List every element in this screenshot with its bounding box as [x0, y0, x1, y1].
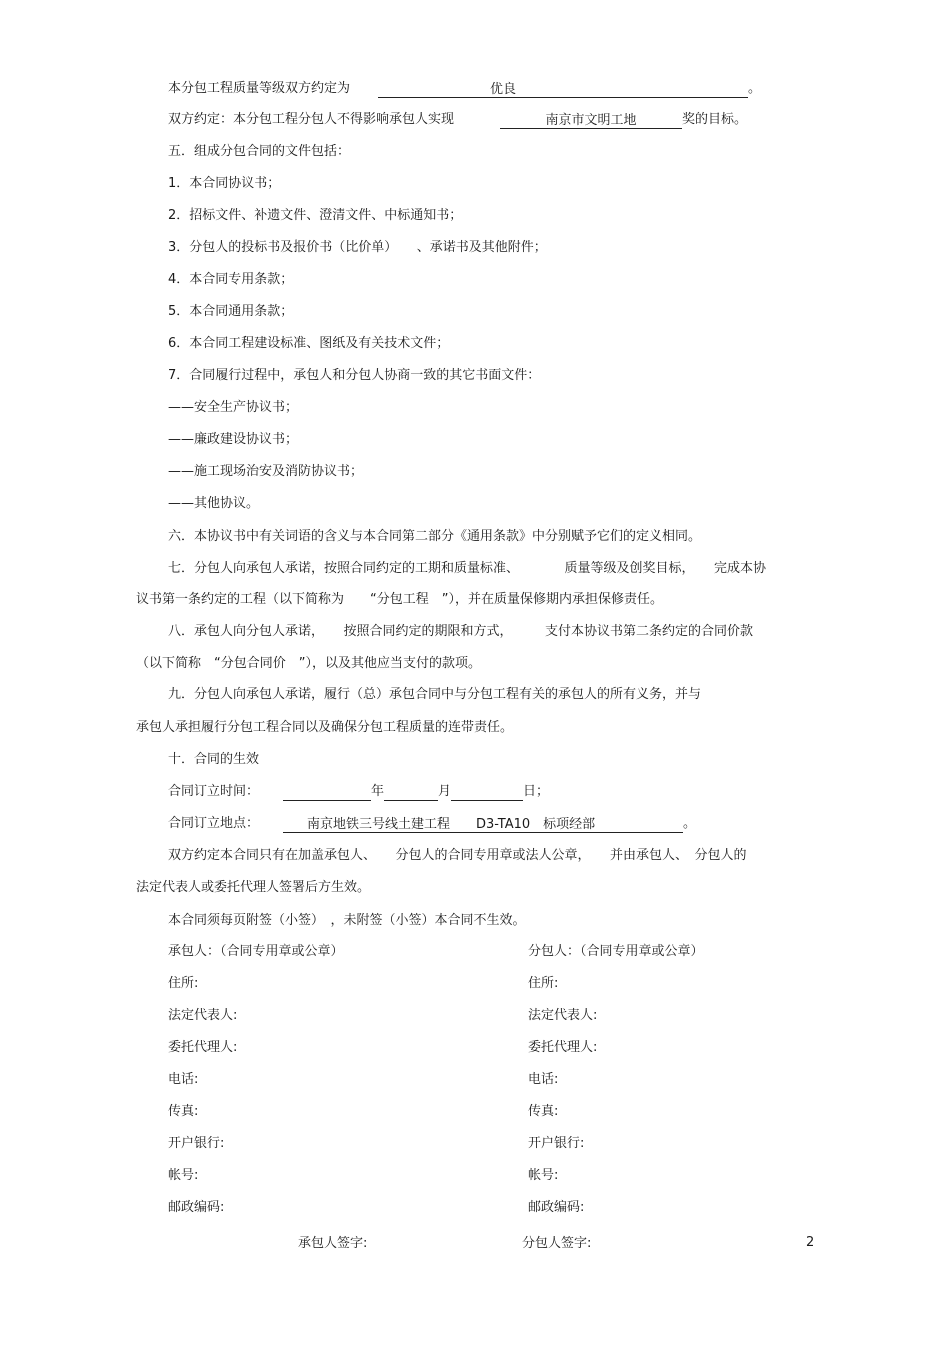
award-line	[168, 111, 747, 129]
contractor-field: 住所:	[168, 976, 199, 991]
section5-item: 4．本合同专用条款；	[168, 272, 294, 287]
subcontractor-field: 传真:	[528, 1104, 559, 1119]
signing-time-line	[168, 783, 549, 801]
page-number: 2	[806, 1235, 815, 1250]
effect-line2: 法定代表人或委托代理人签署后方生效。	[136, 880, 371, 895]
signing-place-end: 。	[683, 816, 697, 831]
award-label: 双方约定：本分包工程分包人不得影响承包人实现	[168, 112, 455, 127]
section5-heading: 五．组成分包合同的文件包括：	[168, 144, 351, 159]
section5-item: 3．分包人的投标书及报价书（比价单） 、承诺书及其他附件；	[168, 240, 547, 255]
contractor-field: 电话:	[168, 1072, 199, 1087]
year-blank	[283, 784, 371, 801]
quality-line	[168, 80, 761, 98]
subcontractor-title: 分包人：（合同专用章或公章）	[528, 944, 704, 959]
section5-subitem: ——施工现场治安及消防协议书；	[168, 464, 364, 479]
section5-item: 7．合同履行过程中，承包人和分包人协商一致的其它书面文件：	[168, 368, 541, 383]
quality-label: 本分包工程质量等级双方约定为	[168, 81, 351, 96]
award-value: 南京市文明工地	[500, 112, 682, 129]
initial-note: 本合同须每页附签（小签） ，未附签（小签）本合同不生效。	[168, 913, 526, 928]
contractor-signature-label: 承包人签字:	[298, 1236, 368, 1251]
signing-time-label: 合同订立时间：	[168, 784, 260, 799]
section5-subitem: ——安全生产协议书；	[168, 400, 299, 415]
year-label: 年	[371, 784, 385, 799]
section5-item: 5．本合同通用条款；	[168, 304, 294, 319]
section8-line2: （以下简称 “分包合同价 ”），以及其他应当支付的款项。	[136, 656, 481, 671]
signing-place-line	[168, 815, 696, 833]
signing-place-label: 合同订立地点：	[168, 816, 260, 831]
month-label: 月	[438, 784, 452, 799]
section8-line1: 八．承包人向分包人承诺， 按照合同约定的期限和方式， 支付本协议书第二条约定的合同价款	[168, 624, 754, 639]
month-blank	[384, 784, 438, 801]
subcontractor-field: 法定代表人:	[528, 1008, 598, 1023]
subcontractor-field: 住所:	[528, 976, 559, 991]
subcontractor-field: 邮政编码:	[528, 1200, 585, 1215]
contractor-field: 邮政编码:	[168, 1200, 225, 1215]
quality-value: 优良	[378, 81, 748, 98]
contractor-field: 帐号:	[168, 1168, 199, 1183]
section5-subitem: ——廉政建设协议书；	[168, 432, 299, 447]
contractor-title: 承包人：（合同专用章或公章）	[168, 944, 344, 959]
contractor-field: 法定代表人:	[168, 1008, 238, 1023]
award-end: 奖的目标。	[682, 112, 748, 127]
section5-item: 6．本合同工程建设标准、图纸及有关技术文件；	[168, 336, 450, 351]
section5-item: 2．招标文件、补遗文件、澄清文件、中标通知书；	[168, 208, 463, 223]
contractor-field: 传真:	[168, 1104, 199, 1119]
day-label: 日；	[523, 784, 550, 799]
section6-text: 六．本协议书中有关词语的含义与本合同第二部分《通用条款》中分别赋予它们的定义相同。	[168, 529, 702, 544]
effect-line1: 双方约定本合同只有在加盖承包人、 分包人的合同专用章或法人公章， 并由承包人、 分包人的	[168, 848, 747, 863]
signing-place-value: 南京地铁三号线土建工程 D3-TA10 标项经部	[283, 816, 683, 833]
section10-heading: 十．合同的生效	[168, 752, 260, 767]
contractor-field: 委托代理人:	[168, 1040, 238, 1055]
subcontractor-signature-label: 分包人签字:	[522, 1236, 592, 1251]
section7-line1: 七．分包人向承包人承诺，按照合同约定的工期和质量标准、 质量等级及创奖目标， 完成本协	[168, 561, 767, 576]
day-blank	[451, 784, 523, 801]
section5-item: 1．本合同协议书；	[168, 176, 281, 191]
quality-end: 。	[748, 81, 762, 96]
section9-line1: 九．分包人向承包人承诺，履行（总）承包合同中与分包工程有关的承包人的所有义务，并与	[168, 687, 702, 702]
section7-line2: 议书第一条约定的工程（以下简称为 “分包工程 ”），并在质量保修期内承担保修责任。	[136, 592, 663, 607]
section5-subitem: ——其他协议。	[168, 496, 260, 511]
contractor-field: 开户银行:	[168, 1136, 225, 1151]
subcontractor-field: 开户银行:	[528, 1136, 585, 1151]
subcontractor-field: 委托代理人:	[528, 1040, 598, 1055]
section9-line2: 承包人承担履行分包工程合同以及确保分包工程质量的连带责任。	[136, 720, 514, 735]
subcontractor-field: 电话:	[528, 1072, 559, 1087]
subcontractor-field: 帐号:	[528, 1168, 559, 1183]
